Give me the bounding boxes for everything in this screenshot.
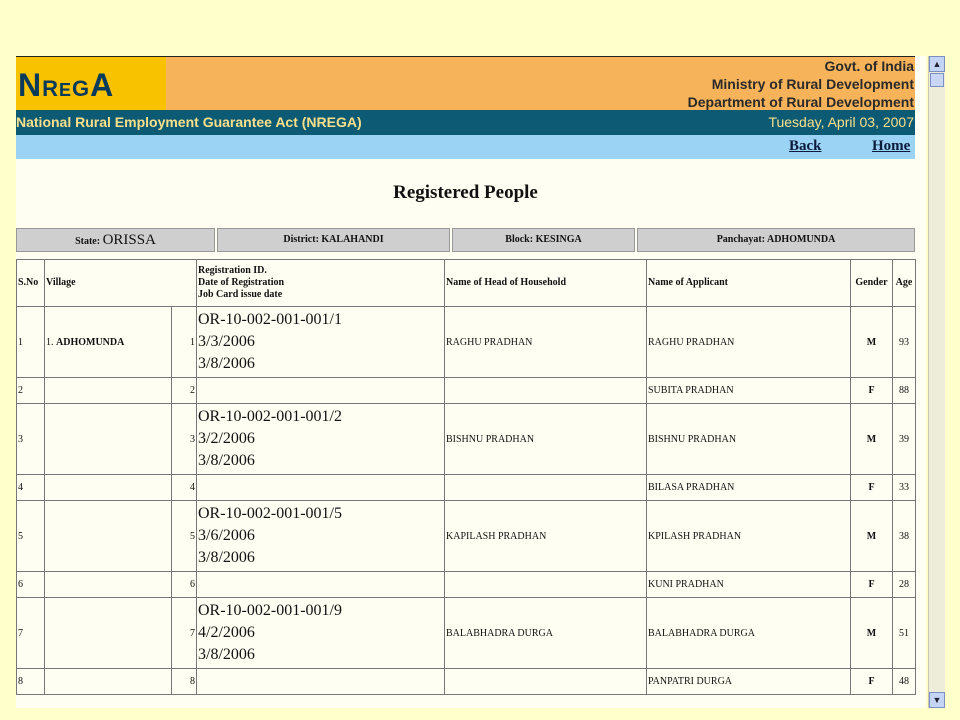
cell-applicant: RAGHU PRADHAN [647, 307, 851, 378]
cell-sno: 3 [17, 404, 45, 475]
header-village: Village [45, 260, 197, 307]
cell-sno: 6 [17, 572, 45, 598]
header-reg-line1: Registration ID. [198, 265, 267, 276]
registration-id: OR-10-002-001-001/2 [198, 408, 342, 425]
header-registration [197, 260, 445, 307]
registration-date: 3/2/2006 [198, 430, 255, 447]
job-card-date: 3/8/2006 [198, 452, 255, 469]
table-row [17, 572, 916, 598]
cell-gender: F [851, 669, 893, 695]
cell-applicant: BALABHADRA DURGA [647, 598, 851, 669]
cell-applicant: BISHNU PRADHAN [647, 404, 851, 475]
job-card-date: 3/8/2006 [198, 355, 255, 372]
table-row [17, 598, 916, 669]
nav-bar [16, 135, 915, 159]
cell-village [45, 572, 172, 598]
registration-date: 3/6/2006 [198, 527, 255, 544]
header-age: Age [893, 260, 916, 307]
cell-village [45, 598, 172, 669]
cell-head-household [445, 572, 647, 598]
cell-sno: 1 [17, 307, 45, 378]
header-reg-line2: Date of Registration [198, 277, 285, 288]
cell-village [45, 669, 172, 695]
current-date: Tuesday, April 03, 2007 [768, 114, 914, 130]
back-link[interactable]: Back [789, 138, 822, 154]
cell-household-num: 3 [172, 404, 197, 475]
state-cell [16, 228, 215, 252]
cell-age: 28 [893, 572, 916, 598]
cell-applicant: PANPATRI DURGA [647, 669, 851, 695]
block-cell [452, 228, 635, 252]
cell-head-household: BALABHADRA DURGA [445, 598, 647, 669]
cell-sno: 4 [17, 475, 45, 501]
cell-gender: M [851, 501, 893, 572]
district-label: District: [283, 234, 319, 245]
cell-household-num: 2 [172, 378, 197, 404]
cell-head-household [445, 669, 647, 695]
location-info-row [16, 228, 915, 252]
cell-registration [197, 572, 445, 598]
cell-household-num: 7 [172, 598, 197, 669]
state-value: ORISSA [102, 232, 156, 248]
cell-registration [197, 669, 445, 695]
panchayat-label: Panchayat: [716, 234, 766, 245]
chevron-up-icon[interactable]: ▲ [929, 56, 945, 72]
cell-age: 51 [893, 598, 916, 669]
panchayat-cell [637, 228, 915, 252]
cell-gender: M [851, 404, 893, 475]
state-label: State: [75, 236, 101, 247]
cell-sno: 7 [17, 598, 45, 669]
cell-applicant: BILASA PRADHAN [647, 475, 851, 501]
panchayat-value: ADHOMUNDA [766, 234, 836, 245]
scrollbar-thumb[interactable] [930, 73, 944, 87]
table-row [17, 501, 916, 572]
district-value: KALAHANDI [321, 234, 384, 245]
cell-village [45, 501, 172, 572]
cell-applicant: SUBITA PRADHAN [647, 378, 851, 404]
block-label: Block: [505, 234, 534, 245]
nrega-logo: NREGA [18, 67, 115, 103]
cell-sno: 2 [17, 378, 45, 404]
district-cell [217, 228, 450, 252]
village-number: 1. [46, 336, 54, 348]
cell-age: 38 [893, 501, 916, 572]
table-header-row [17, 260, 916, 307]
cell-registration [197, 378, 445, 404]
registration-date: 4/2/2006 [198, 624, 255, 641]
cell-head-household: BISHNU PRADHAN [445, 404, 647, 475]
job-card-date: 3/8/2006 [198, 646, 255, 663]
cell-head-household: RAGHU PRADHAN [445, 307, 647, 378]
table-row [17, 404, 916, 475]
cell-age: 88 [893, 378, 916, 404]
village-name: ADHOMUNDA [56, 336, 125, 348]
cell-gender: F [851, 378, 893, 404]
header-sno: S.No [17, 260, 45, 307]
chevron-down-icon[interactable]: ▼ [929, 692, 945, 708]
cell-registration [197, 404, 445, 475]
cell-age: 33 [893, 475, 916, 501]
registration-id: OR-10-002-001-001/9 [198, 602, 342, 619]
cell-registration [197, 475, 445, 501]
block-value: KESINGA [535, 234, 582, 245]
header-gender: Gender [851, 260, 893, 307]
cell-village [45, 475, 172, 501]
home-link[interactable]: Home [872, 138, 911, 154]
ministry-line-govt: Govt. of India [824, 58, 914, 74]
registration-date: 3/3/2006 [198, 333, 255, 350]
cell-applicant: KUNI PRADHAN [647, 572, 851, 598]
table-row [17, 669, 916, 695]
act-title: National Rural Employment Guarantee Act (NREGA) [16, 114, 362, 130]
table-row [17, 307, 916, 378]
cell-household-num: 6 [172, 572, 197, 598]
cell-head-household [445, 378, 647, 404]
cell-registration [197, 307, 445, 378]
browser-content-frame [16, 56, 926, 708]
header-top-bar [16, 56, 915, 111]
logo-box [16, 57, 166, 111]
page-title: Registered People [393, 182, 538, 203]
cell-registration [197, 598, 445, 669]
cell-village [45, 307, 172, 378]
cell-village [45, 404, 172, 475]
cell-household-num: 4 [172, 475, 197, 501]
cell-gender: F [851, 572, 893, 598]
cell-age: 48 [893, 669, 916, 695]
cell-sno: 5 [17, 501, 45, 572]
registered-people-table [16, 259, 916, 695]
cell-village [45, 378, 172, 404]
table-row [17, 378, 916, 404]
cell-household-num: 5 [172, 501, 197, 572]
cell-household-num: 8 [172, 669, 197, 695]
registration-id: OR-10-002-001-001/1 [198, 311, 342, 328]
cell-age: 93 [893, 307, 916, 378]
header-head-household: Name of Head of Household [445, 260, 647, 307]
header-applicant: Name of Applicant [647, 260, 851, 307]
header-reg-line3: Job Card issue date [198, 289, 283, 300]
cell-registration [197, 501, 445, 572]
cell-gender: M [851, 307, 893, 378]
registration-id: OR-10-002-001-001/5 [198, 505, 342, 522]
cell-household-num: 1 [172, 307, 197, 378]
cell-gender: M [851, 598, 893, 669]
table-row [17, 475, 916, 501]
cell-sno: 8 [17, 669, 45, 695]
ministry-info [688, 57, 915, 111]
ministry-line-department: Department of Rural Development [687, 94, 914, 110]
cell-age: 39 [893, 404, 916, 475]
header-title-band [16, 110, 915, 135]
cell-applicant: KPILASH PRADHAN [647, 501, 851, 572]
cell-head-household: KAPILASH PRADHAN [445, 501, 647, 572]
cell-head-household [445, 475, 647, 501]
cell-gender: F [851, 475, 893, 501]
job-card-date: 3/8/2006 [198, 549, 255, 566]
vertical-scrollbar[interactable] [928, 56, 945, 708]
ministry-line-ministry: Ministry of Rural Development [711, 76, 914, 92]
